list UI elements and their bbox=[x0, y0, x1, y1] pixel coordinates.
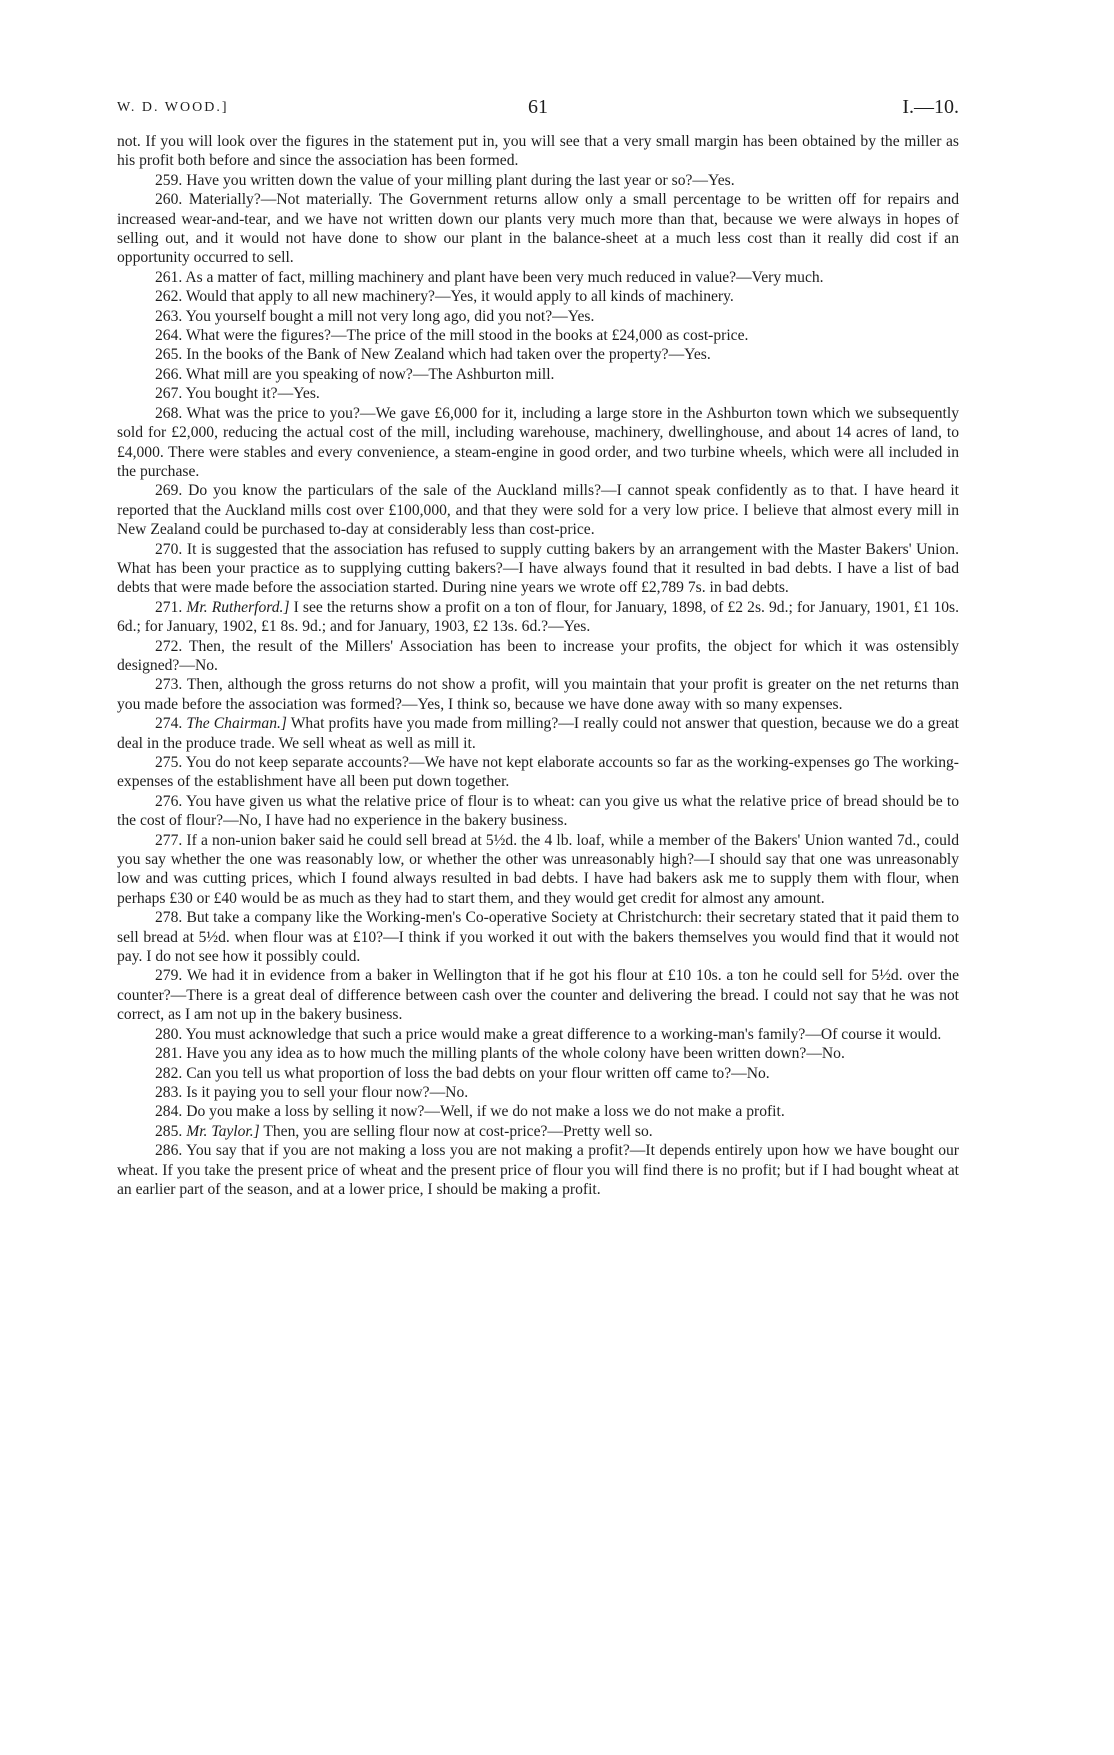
question-paragraph: 275. You do not keep separate accounts?—We have not kept elaborate accounts so far as the working-expenses go The working-expenses of the establishment have all been put down together. bbox=[117, 754, 959, 791]
evidence-text bbox=[117, 132, 959, 1199]
question-paragraph: 263. You yourself bought a mill not very long ago, did you not?—Yes. bbox=[155, 307, 595, 325]
speaker-name: Mr. Taylor.] bbox=[186, 1122, 260, 1140]
opening-paragraph: not. If you will look over the figures in the statement put in, you will see that a very small margin has been obtained by the miller as his profit both before and since the association has been formed. bbox=[117, 133, 959, 170]
question-list bbox=[117, 171, 959, 1200]
question-paragraph: 269. Do you know the particulars of the sale of the Auckland mills?—I cannot speak confidently as to that. I have heard it reported that the Auckland mills cost over £100,000, and that they were sold for a very low price. I believe that almost every mill in New Zealand could be purchased to-day at considerably less than cost-price. bbox=[117, 482, 959, 539]
question-paragraph bbox=[117, 1122, 959, 1141]
question-paragraph: 266. What mill are you speaking of now?—The Ashburton mill. bbox=[155, 365, 555, 383]
document-page bbox=[117, 94, 959, 1199]
question-text: I see the returns show a profit on a ton of flour, for January, 1898, of £2 2s. 9d.; for January, 1901, £1 10s. 6d.; for January, 1902, £1 8s. 9d.; and for January, 1903, £2 13s. 6d.?—Yes. bbox=[117, 598, 960, 636]
question-paragraph: 264. What were the figures?—The price of the mill stood in the books at £24,000 as cost-price. bbox=[155, 327, 749, 345]
question-paragraph: 270. It is suggested that the association has refused to supply cutting bakers by an arrangement with the Master Bakers' Union. What has been your practice as to supplying cutting bakers?—I have always found that it resulted in bad debts. I have a list of bad debts that were made before the association started. During nine years we wrote off £2,789 7s. in bad debts. bbox=[117, 540, 959, 597]
speaker-name: Mr. Rutherford.] bbox=[186, 598, 290, 616]
question-paragraph: 267. You bought it?—Yes. bbox=[155, 385, 320, 403]
question-paragraph: 279. We had it in evidence from a baker in Wellington that if he got his flour at £10 10s. a ton he could sell for 5½d. over the counter?—There is a great deal of difference between cash over the counter and delivering the bread. I could not say that he was not correct, as I am not up in the bakery business. bbox=[117, 967, 959, 1024]
speaker-name: The Chairman.] bbox=[186, 715, 287, 733]
question-paragraph: 260. Materially?—Not materially. The Government returns allow only a small percentage to be written off for repairs and increased wear-and-tear, and we have not written down our plants very much more than that, because we were always in hopes of selling out, and it would not have done to show our plant in the balance-sheet at a much less cost than it really did cost if an opportunity occurred to sell. bbox=[117, 191, 959, 267]
question-paragraph: 278. But take a company like the Working-men's Co-operative Society at Christchurch: their secretary stated that it paid them to sell bread at 5½d. when flour was at £10?—I think if you worked it out with the bakers themselves you would find that it would not pay. I do not see how it possibly could. bbox=[117, 909, 959, 966]
page-number: 61 bbox=[528, 96, 548, 118]
question-paragraph: 281. Have you any idea as to how much the milling plants of the whole colony have been written down?—No. bbox=[155, 1045, 845, 1063]
question-paragraph: 265. In the books of the Bank of New Zealand which had taken over the property?—Yes. bbox=[155, 346, 711, 364]
question-paragraph: 262. Would that apply to all new machinery?—Yes, it would apply to all kinds of machinery. bbox=[155, 288, 734, 306]
question-text: Then, you are selling flour now at cost-price?—Pretty well so. bbox=[263, 1122, 653, 1140]
question-text: What profits have you made from milling?—I really could not answer that question, because we do a great deal in the produce trade. We sell wheat as well as mill it. bbox=[117, 715, 959, 752]
question-paragraph: 283. Is it paying you to sell your flour now?—No. bbox=[155, 1083, 469, 1101]
question-paragraph bbox=[117, 598, 959, 637]
question-paragraph: 277. If a non-union baker said he could sell bread at 5½d. the 4 lb. loaf, while a member of the Bakers' Union wanted 7d., could you say whether the one was reasonably low, or whether the other was unreasonably high?—I should say that one was unreasonably low and was cutting prices, which I found always resulted in bad debts. I have had bakers ask me to supply them with flour, when perhaps £30 or £40 would be as much as they had to start them, and they would get credit for almost any amount. bbox=[117, 831, 959, 907]
question-paragraph bbox=[117, 714, 959, 753]
question-paragraph: 284. Do you make a loss by selling it now?—Well, if we do not make a loss we do not make a profit. bbox=[155, 1103, 785, 1121]
question-paragraph: 268. What was the price to you?—We gave £6,000 for it, including a large store in the Ashburton town which we subsequently sold for £2,000, reducing the actual cost of the mill, including warehouse, machinery, dwellinghouse, and about 14 acres of land, to £4,000. There were stables and every convenience, a steam-engine in good order, and two turbine wheels, which were all included in the purchase. bbox=[117, 404, 959, 480]
question-number: 271. bbox=[155, 598, 183, 616]
question-paragraph: 273. Then, although the gross returns do not show a profit, will you maintain that your profit is greater on the net returns than you made before the association was formed?—Yes, I think so, because we have done away with so many expenses. bbox=[117, 676, 959, 713]
question-paragraph: 286. You say that if you are not making a loss you are not making a profit?—It depends entirely upon how we have bought our wheat. If you take the present price of wheat and the present price of flour you will find there is no profit; but if I had bought wheat at an earlier part of the season, and at a lower price, I should be making a profit. bbox=[117, 1142, 959, 1198]
question-number: 274. bbox=[155, 715, 183, 733]
question-paragraph: 276. You have given us what the relative price of flour is to wheat: can you give us what the relative price of bread should be to the cost of flour?—No, I have had no experience in the bakery business. bbox=[117, 792, 959, 830]
question-paragraph: 259. Have you written down the value of your milling plant during the last year or so?—Yes. bbox=[155, 171, 735, 189]
paper-reference: I.—10. bbox=[902, 96, 959, 118]
question-number: 285. bbox=[155, 1122, 183, 1140]
page-header bbox=[117, 94, 959, 132]
question-paragraph: 282. Can you tell us what proportion of loss the bad debts on your flour written off came to?—No. bbox=[155, 1064, 770, 1082]
question-paragraph: 272. Then, the result of the Millers' Association has been to increase your profits, the object for which it was ostensibly designed?—No. bbox=[117, 637, 959, 674]
question-paragraph: 280. You must acknowledge that such a price would make a great difference to a working-man's family?—Of course it would. bbox=[155, 1025, 942, 1043]
witness-name: W. D. WOOD.] bbox=[117, 100, 229, 115]
question-paragraph: 261. As a matter of fact, milling machinery and plant have been very much reduced in value?—Very much. bbox=[155, 268, 824, 286]
